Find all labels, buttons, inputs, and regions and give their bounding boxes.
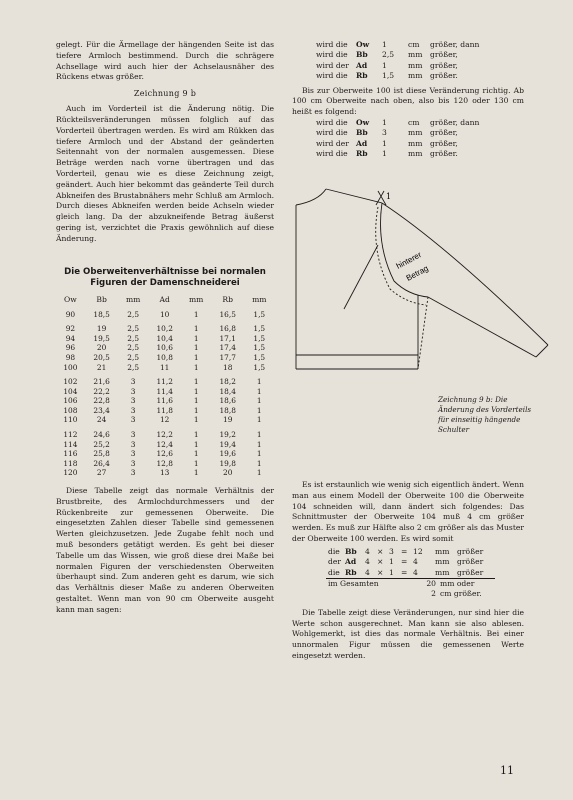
list-cell: 2,5 [382,50,395,60]
table-cell: 100 [63,362,78,372]
table-cell: 19 [96,324,107,334]
table-cell: 19,6 [219,449,236,459]
table-cell: 1 [256,439,262,449]
table-row [56,449,274,459]
list-cell: Ad [356,138,368,148]
list-cell: größer, [430,60,458,70]
table-cell: 3 [130,405,136,415]
list-cell: größer [455,568,495,579]
list-row [314,40,492,50]
table-header-cell: mm [252,294,267,304]
table-cell: 106 [63,396,78,406]
change-list-2 [314,118,492,160]
table-cell: 19,8 [219,458,236,468]
table-cell: 17,4 [219,343,236,353]
list-cell: wird der [316,60,349,70]
list-cell: die [328,546,340,556]
table-row [56,430,274,440]
table-cell: 1 [193,430,199,440]
table-cell: 18,8 [219,405,236,415]
diagram-label: Betrag [404,263,430,283]
table-cell: 11,8 [156,405,173,415]
table-cell: 116 [63,449,78,459]
table-cell: 3 [130,415,136,425]
body-paragraph: Es ist erstaunlich wie wenig sich eigentlich ändert. Wenn man aus einem Modell der Oberweite 100 die Oberweite 104 schneiden will, dann ändert sich folgendes: Das Schnittmuster der Oberweite 104 muß 4 cm größer werden. Es muß zur Hälfte also 2 cm größer als das Muster der Oberweite 100 werden. Es wird somit [292,480,524,543]
table-cell: 114 [63,439,78,449]
page-number: 11 [500,764,514,777]
table-cell: 10,2 [156,324,173,334]
list-cell: 3 [382,128,387,138]
list-cell: 3 [389,546,394,556]
list-cell: Bb [356,128,368,138]
table-row [56,334,274,344]
table-cell: 21 [96,362,107,372]
table-cell: 3 [130,377,136,387]
table-header-cell: Ad [159,294,170,304]
table-cell: 3 [130,430,136,440]
list-cell: Bb [356,50,368,60]
table-cell: 18,6 [219,396,236,406]
list-cell: wird der [316,138,349,148]
mark-label: 1 [386,192,392,201]
table-cell: 23,4 [93,405,110,415]
list-cell: × [377,557,384,567]
figure-caption: Zeichnung 9 b: Die Änderung des Vorderteils für einseitig hängende Schulter [438,395,532,434]
list-cell: mm [408,138,423,148]
table-cell: 1 [256,468,262,478]
table-cell: 3 [130,396,136,406]
table-cell: 1 [256,405,262,415]
table-row [56,387,274,397]
table-cell: 118 [63,458,78,468]
table-cell: 10 [159,309,170,319]
list-cell: mm [408,71,423,81]
table-cell: 13 [159,468,170,478]
total-value: 2 [431,589,436,599]
table-cell: 120 [63,468,78,478]
table-cell: 2,5 [127,352,140,362]
list-cell: wird die [316,118,348,128]
table-cell: 22,8 [93,396,110,406]
table-cell: 2,5 [127,343,140,353]
table-cell: 10,6 [156,343,173,353]
list-row [326,547,495,557]
list-cell: Rb [343,568,363,579]
oberweiten-table [56,295,274,479]
neckline [296,189,326,205]
dart-line [344,245,378,309]
table-cell: 20 [223,468,233,478]
list-cell: Ad [356,60,368,70]
list-cell: 4 [365,546,370,556]
table-header-cell: Rb [222,294,234,304]
total-value: 20 [426,579,436,588]
table-cell: 12,4 [156,439,173,449]
total-unit: cm größer. [440,589,482,599]
change-list-1 [314,40,492,82]
list-cell: 4 [413,557,418,567]
table-cell: 10,4 [156,333,173,343]
list-cell: wird die [316,50,348,60]
total-unit: mm oder [440,579,475,588]
table-cell: 11 [159,362,170,372]
table-cell: 3 [130,468,136,478]
list-cell: größer [457,557,484,567]
list-cell: wird die [316,40,348,49]
table-cell: 1 [256,415,262,425]
list-cell: 4 [411,568,433,579]
table-cell: 1 [193,386,199,396]
list-cell: cm [408,40,420,49]
list-cell: 1 [389,557,394,567]
sleeve-end-line [536,345,548,357]
list-cell: wird die [316,71,348,81]
list-cell: mm [433,568,455,579]
table-cell: 110 [63,415,78,425]
table-cell: 1 [256,386,262,396]
total-table [326,579,484,600]
list-cell: größer. [430,71,458,81]
table-cell: 24,6 [93,430,110,440]
table-cell: 108 [63,405,78,415]
table-cell: 1,5 [253,333,266,343]
table-cell: 1 [193,405,199,415]
table-cell: 11,2 [156,377,173,387]
list-cell: wird die [316,128,348,138]
list-cell: wird die [316,149,348,159]
table-header-cell: Ow [64,294,77,304]
list-cell: 1,5 [382,71,395,81]
sleeve-bottom-line [428,297,536,357]
table-cell: 12 [159,415,170,425]
table-cell: 1 [193,309,199,319]
right-column-lower [292,480,524,662]
left-column [56,40,274,616]
list-cell: 1 [382,138,387,148]
section-heading: Zeichnung 9 b [133,89,197,99]
list-cell: mm [435,546,450,556]
table-cell: 1 [193,377,199,387]
table-cell: 19 [223,415,233,425]
list-row [314,149,492,159]
table-cell: 1 [193,362,199,372]
list-cell: größer, [430,128,458,138]
table-cell: 112 [63,430,78,440]
table-row [56,440,274,450]
list-cell: die [326,568,343,579]
list-row [314,61,492,71]
body-paragraph: Bis zur Oberweite 100 ist diese Veränderung richtig. Ab 100 cm Oberweite nach oben, also bis 120 oder 130 cm heißt es folgend: [292,85,524,117]
list-cell: größer. [430,149,458,159]
table-cell: 1,5 [253,324,266,334]
table-row [56,415,274,425]
table-row [56,324,274,334]
table-cell: 1 [256,458,262,468]
list-row [314,71,492,81]
table-cell: 16,8 [219,324,236,334]
table-cell: 12,6 [156,449,173,459]
table-cell: 3 [130,439,136,449]
table-cell: 1 [256,377,262,387]
list-cell: Ow [356,118,370,128]
list-cell: 1 [382,40,387,49]
table-cell: 92 [65,324,76,334]
table-header-cell: mm [188,294,204,304]
table-cell: 27 [96,468,107,478]
list-cell: 12 [413,546,423,556]
list-cell: größer, dann [430,118,480,128]
table-cell: 1,5 [253,362,266,372]
table-cell: 1 [193,449,199,459]
table-cell: 20 [96,343,107,353]
table-row [56,353,274,363]
table-cell: 94 [65,333,76,343]
list-cell: 4 [363,568,375,579]
list-cell: × [375,568,387,579]
table-header-cell: mm [125,294,141,304]
right-column [292,40,524,160]
total-row [326,589,484,599]
table-header-row [56,295,274,310]
table-cell: 1 [193,415,199,425]
table-cell: 26,4 [93,458,110,468]
table-cell: 18,5 [93,309,110,319]
list-row [314,139,492,149]
list-cell: = [399,568,411,579]
list-cell: 4 [365,557,370,567]
table-cell: 2,5 [127,309,140,319]
table-cell: 19,2 [219,430,236,440]
list-cell: größer, dann [430,40,480,49]
table-cell: 1 [193,396,199,406]
list-cell: = [401,557,408,567]
table-cell: 19,5 [93,333,110,343]
list-cell: Bb [345,546,357,556]
table-cell: 3 [130,449,136,459]
table-row [56,310,274,320]
table-header-cell: Bb [96,294,107,304]
total-label: im Gesamten [328,579,379,588]
table-cell: 1 [193,343,199,353]
table-row [56,468,274,478]
list-cell: Rb [356,149,368,159]
table-cell: 2,5 [127,324,140,334]
table-cell: 18,2 [219,377,236,387]
list-row [314,128,492,138]
table-cell: 1 [193,324,199,334]
table-cell: 102 [63,377,78,387]
shoulder-line [326,189,382,203]
body-paragraph: Die Tabelle zeigt diese Veränderungen, nur sind hier die Werte schon ausgerechnet. Man kann sie also ablesen. Wohlgemerkt, ist dies das normale Verhältnis. Bei einer unnormalen Figur müssen die gemessenen Werte eingesetzt werden. [292,607,524,660]
list-cell: 1 [382,149,387,159]
table-cell: 19,4 [219,439,236,449]
intro-paragraph: gelegt. Für die Ärmellage der hängenden Seite ist das tiefere Armloch bestimmend. Durch die schrägere Achsellage wird auch hier der Achselausnäher des Rückens etwas größer. [56,40,274,82]
list-cell: cm [408,118,420,128]
list-cell: Rb [356,71,368,81]
table-cell: 104 [63,386,78,396]
list-cell: größer, [430,138,458,148]
list-cell: × [377,546,384,556]
table-row [56,459,274,469]
table-cell: 96 [65,343,76,353]
list-cell: Ad [345,557,357,567]
table-cell: 1 [193,439,199,449]
armhole-line [381,203,429,297]
table-cell: 12,2 [156,430,173,440]
list-cell: größer [457,546,484,556]
table-cell: 1 [193,468,199,478]
table-cell: 25,8 [93,449,110,459]
table-row [56,406,274,416]
table-cell: 18 [223,362,233,372]
table-row [56,343,274,353]
list-cell: = [401,546,408,556]
table-cell: 1 [256,449,262,459]
table-row [56,377,274,387]
calculation-table [326,547,495,579]
table-cell: 25,2 [93,439,110,449]
table-cell: 21,6 [93,377,110,387]
table-cell: 3 [130,458,136,468]
diagram-label: hinterer [394,250,423,271]
table-cell: 1 [193,352,199,362]
table-cell: 12,8 [156,458,173,468]
table-cell: 98 [65,352,76,362]
table-explanation: Diese Tabelle zeigt das normale Verhältnis der Brustbreite, des Armlochdurchmessers und der Rückenbreite zur gemessenen Oberweite. Die eingesetzten Zahlen dieser Tabelle sind gemessenen Werten gleichzusetzen. Jede Zugabe fehlt noch und muß besonders getätigt werden. Es geht bei dieser Tabelle um das Wissen, wie groß diese drei Maße bei normalen Figuren der verschiedensten Oberweiten überhaupt sind. Zum anderen geht es darum, wie sich das Verhältnis dieser Maße zu anderen Oberweiten gestaltet. Wenn man von 90 cm Oberweite ausgeht kann man sagen: [56,486,274,614]
list-cell: Ow [356,40,370,49]
list-cell: der [328,557,341,567]
table-cell: 22,2 [93,386,110,396]
table-cell: 17,7 [219,352,236,362]
side-seam-altered [418,297,428,369]
list-cell: 1 [382,60,387,70]
list-cell: mm [435,557,450,567]
list-cell: 1 [382,118,387,128]
table-cell: 1,5 [253,343,266,353]
table-cell: 1 [256,396,262,406]
table-cell: 1,5 [253,352,266,362]
table-cell: 1 [193,458,199,468]
list-row [326,568,495,579]
table-cell: 1 [193,333,199,343]
list-cell: mm [408,128,423,138]
total-row [326,579,484,589]
table-cell: 2,5 [127,333,140,343]
list-cell: mm [408,50,423,60]
body-paragraph: Auch im Vorderteil ist die Änderung nötig. Die Rückteilsveränderungen müssen folglich auf das Vorderteil übertragen werden. Es wird am Rükken das tiefere Armloch und der Abstand der geänderten Seitennaht von der normalen ausgemessen. Diese Beträge werden nach vorne übertragen und das Vorderteil, genau wie es diese Zeichnung zeigt, geändert. Auch hier bekommt das geänderte Teil durch Abkneifen des Brustabnähers mehr Schluß am Armloch. Durch dieses Abkneifen werden beide Achseln wieder gleich lang. Da der abzukneifende Betrag äußerst gering ist, verzichtet die Praxis gewöhnlich auf diese Änderung. [56,104,274,243]
table-cell: 24 [96,415,107,425]
table-row [56,396,274,406]
list-row [314,50,492,60]
table-cell: 11,4 [156,386,173,396]
list-cell: mm [408,149,423,159]
table-cell: 1 [256,430,262,440]
table-cell: 3 [130,386,136,396]
table-cell: 2,5 [127,362,140,372]
table-cell: 17,1 [219,333,236,343]
table-cell: 11,6 [156,396,173,406]
list-row [314,118,492,128]
table-row [56,363,274,373]
list-cell: 1 [387,568,399,579]
table-cell: 18,4 [219,386,236,396]
table-cell: 90 [65,309,76,319]
table-title: Die Oberweitenverhältnisse bei normalen Figuren der Damenschneiderei [64,266,266,288]
list-row [326,557,495,567]
list-cell: größer, [430,50,458,60]
table-cell: 10,8 [156,352,173,362]
table-cell: 1,5 [253,309,266,319]
list-cell: mm [408,60,423,70]
table-cell: 16,5 [219,309,236,319]
table-cell: 20,5 [93,352,110,362]
